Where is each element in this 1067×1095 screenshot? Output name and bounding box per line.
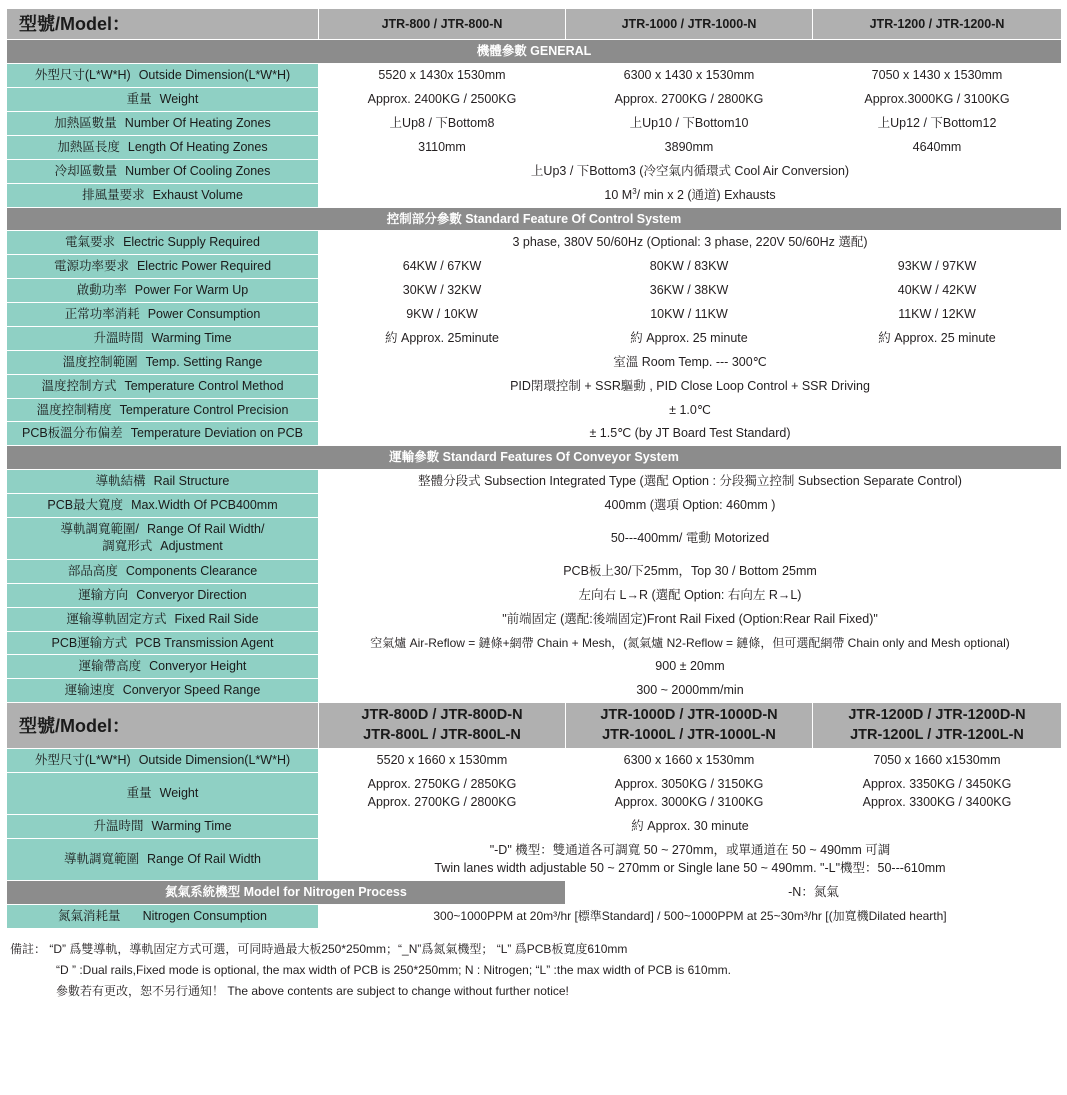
cell-value: Approx. 2400KG / 2500KG <box>319 88 566 112</box>
label-en: Converyor Direction <box>136 587 247 602</box>
model-header-row-2 <box>7 703 1062 749</box>
label-cn: 加熱區數量 <box>54 115 117 130</box>
row-label-fixed-rail-side <box>7 607 319 631</box>
label-cn: 運输方向 <box>78 587 129 602</box>
cell-value: 36KW / 38KW <box>566 279 813 303</box>
value-line-2: Twin lanes width adjustable 50 ~ 270mm or Single lane 50 ~ 490mm. "-L"機型：50---610mm <box>434 860 946 875</box>
label-cn: 升温時間 <box>93 819 144 834</box>
label-en: Temperature Deviation on PCB <box>130 426 303 441</box>
table-row <box>7 655 1062 679</box>
label-en: Power Consumption <box>147 307 261 322</box>
cell-value-span: 空氣爐 Air-Reflow = 鏈條+網帶 Chain + Mesh，(氮氣爐 N2-Reflow = 鏈條，但可選配網帶 Chain only and Mesh optional) <box>319 631 1062 655</box>
table-row <box>7 398 1062 422</box>
cell-value <box>566 773 813 815</box>
label-cn: 排風量要求 <box>82 187 145 202</box>
cell-value: 4640mm <box>813 135 1062 159</box>
label-cn-2: 調寬形式 <box>102 539 153 554</box>
label-cn: 正常功率消耗 <box>64 307 140 322</box>
section-row-general <box>7 40 1062 64</box>
table-row <box>7 135 1062 159</box>
row-label-temp-control-precision <box>7 398 319 422</box>
label-cn: 升溫時間 <box>93 330 144 345</box>
cell-value: 6300 x 1660 x 1530mm <box>566 749 813 773</box>
model-column-800d <box>319 703 566 749</box>
table-row <box>7 183 1062 207</box>
row-label-nitrogen-consumption <box>7 904 319 928</box>
label-cn: 溫度控制精度 <box>36 402 112 417</box>
row-label-heating-zones-number <box>7 111 319 135</box>
label-cn: 部品高度 <box>67 563 118 578</box>
row-label-rail-structure <box>7 470 319 494</box>
label-en: Power For Warm Up <box>134 283 249 298</box>
label-en: Outside Dimension(L*W*H) <box>138 753 291 768</box>
table-row <box>7 559 1062 583</box>
value-line-1: Approx. 3350KG / 3450KG <box>862 777 1012 792</box>
label-en: Number Of Cooling Zones <box>125 163 271 178</box>
table-row <box>7 111 1062 135</box>
label-cn: 電氣要求 <box>65 235 116 250</box>
table-row <box>7 517 1062 559</box>
table-row <box>7 815 1062 839</box>
label-en: Temperature Control Precision <box>119 402 289 417</box>
row-label-temp-deviation-pcb <box>7 422 319 446</box>
label-en: PCB Transmission Agent <box>135 635 274 650</box>
table-row <box>7 303 1062 327</box>
value-line-1: Approx. 2750KG / 2850KG <box>367 777 517 792</box>
cell-value-span: 上Up3 / 下Bottom3 (冷空氣内循環式 Cool Air Conversion) <box>319 159 1062 183</box>
row-label-components-clearance <box>7 559 319 583</box>
cell-value: 5520 x 1430x 1530mm <box>319 64 566 88</box>
label-en: Temperature Control Method <box>124 378 284 393</box>
cell-value-span: 約 Approx. 30 minute <box>319 815 1062 839</box>
row-label-cooling-zones <box>7 159 319 183</box>
cell-value: 11KW / 12KW <box>813 303 1062 327</box>
value-line-2: Approx. 2700KG / 2800KG <box>367 794 517 809</box>
cell-value-span: "前端固定 (選配:後端固定)Front Rail Fixed (Option:Rear Rail Fixed)" <box>319 607 1062 631</box>
model-line-2: JTR-1200L / JTR-1200L-N <box>850 726 1024 743</box>
model-column-1200: JTR-1200 / JTR-1200-N <box>813 9 1062 40</box>
cell-value: 64KW / 67KW <box>319 255 566 279</box>
table-row <box>7 470 1062 494</box>
table-row <box>7 607 1062 631</box>
table-row <box>7 88 1062 112</box>
model-line-1: JTR-1200D / JTR-1200D-N <box>848 707 1026 724</box>
table-row <box>7 231 1062 255</box>
cell-value: 約 Approx. 25minute <box>319 326 566 350</box>
label-en: Warming Time <box>151 819 232 834</box>
cell-value-span: 300 ~ 2000mm/min <box>319 679 1062 703</box>
row-label-conveyor-speed <box>7 679 319 703</box>
row-label-outside-dimension-2 <box>7 749 319 773</box>
cell-value: 80KW / 83KW <box>566 255 813 279</box>
label-cn: 導軌調寬範圍 <box>64 852 140 867</box>
section-title-nitrogen: 氮氣系統機型 Model for Nitrogen Process <box>7 881 566 905</box>
row-label-temp-control-method <box>7 374 319 398</box>
cell-value-span: PID閉環控制 + SSR驅動 , PID Close Loop Control + SSR Driving <box>319 374 1062 398</box>
row-label-temp-setting-range <box>7 350 319 374</box>
value-line-2: Approx. 3000KG / 3100KG <box>614 794 764 809</box>
label-cn: 啟動功率 <box>76 283 127 298</box>
cell-value-span: 900 ± 20mm <box>319 655 1062 679</box>
cell-value: 9KW / 10KW <box>319 303 566 327</box>
row-label-outside-dimension <box>7 64 319 88</box>
label-en: Warming Time <box>151 330 232 345</box>
label-en: Range Of Rail Width <box>147 852 261 867</box>
label-en: Electric Power Required <box>136 259 272 274</box>
note-line-3: 參數若有更改，恕不另行通知！ The above contents are subject to change without further notice! <box>56 983 569 998</box>
model-column-1000: JTR-1000 / JTR-1000-N <box>566 9 813 40</box>
label-en: Nitrogen Consumption <box>142 908 267 923</box>
cell-value-span: PCB板上30/下25mm，Top 30 / Bottom 25mm <box>319 559 1062 583</box>
cell-value: Approx. 2700KG / 2800KG <box>566 88 813 112</box>
cell-value-span: 3 phase, 380V 50/60Hz (Optional: 3 phase, 220V 50/60Hz 選配) <box>319 231 1062 255</box>
label-en: Converyor Speed Range <box>122 683 261 698</box>
label-cn: 外型尺寸(L*W*H) <box>34 68 131 83</box>
label-cn: 溫度控制範圍 <box>62 354 138 369</box>
label-cn: 電源功率要求 <box>53 259 129 274</box>
model-label-2: 型號/Model： <box>7 703 319 749</box>
section-title-conveyor: 運輸參數 Standard Features Of Conveyor System <box>7 446 1062 470</box>
label-en: Weight <box>159 92 199 107</box>
cell-value: 7050 x 1430 x 1530mm <box>813 64 1062 88</box>
model-line-2: JTR-1000L / JTR-1000L-N <box>602 726 776 743</box>
table-row <box>7 350 1062 374</box>
row-label-exhaust-volume <box>7 183 319 207</box>
cell-value: 7050 x 1660 x1530mm <box>813 749 1062 773</box>
row-label-weight-2 <box>7 773 319 815</box>
cell-value-span: 整體分段式 Subsection Integrated Type (選配 Option : 分段獨立控制 Subsection Separate Control) <box>319 470 1062 494</box>
row-label-max-pcb-width <box>7 494 319 518</box>
label-en: Electric Supply Required <box>123 235 260 250</box>
table-row <box>7 326 1062 350</box>
cell-value: 上Up8 / 下Bottom8 <box>319 111 566 135</box>
row-label-conveyor-direction <box>7 583 319 607</box>
label-en: Exhaust Volume <box>152 187 243 202</box>
model-column-800: JTR-800 / JTR-800-N <box>319 9 566 40</box>
model-column-1000d <box>566 703 813 749</box>
section-row-conveyor <box>7 446 1062 470</box>
table-row <box>7 773 1062 815</box>
label-cn: PCB運输方式 <box>51 635 128 650</box>
model-line-1: JTR-800D / JTR-800D-N <box>361 707 523 724</box>
row-label-rail-width-range <box>7 517 319 559</box>
label-cn: 溫度控制方式 <box>41 378 117 393</box>
label-cn: 氮氣消耗量 <box>58 908 121 923</box>
row-label-warming-time <box>7 326 319 350</box>
cell-value: 3110mm <box>319 135 566 159</box>
model-header-row <box>7 9 1062 40</box>
table-row <box>7 583 1062 607</box>
footer-notes <box>6 939 1061 1002</box>
cell-value: 上Up10 / 下Bottom10 <box>566 111 813 135</box>
cell-value-span: ± 1.0℃ <box>319 398 1062 422</box>
cell-value-span: 10 $M^3/$ min x 2 (通道) Exhausts <box>319 183 1062 207</box>
label-cn: 重量 <box>126 786 152 801</box>
section-title-general: 機體參數 GENERAL <box>7 40 1062 64</box>
label-en: Length Of Heating Zones <box>127 139 268 154</box>
cell-value: 上Up12 / 下Bottom12 <box>813 111 1062 135</box>
row-label-pcb-transmission-agent <box>7 631 319 655</box>
value-line-1: Approx. 3050KG / 3150KG <box>614 777 764 792</box>
table-row <box>7 255 1062 279</box>
table-row <box>7 749 1062 773</box>
cell-value-span: 50---400mm/ 電動 Motorized <box>319 517 1062 559</box>
label-en: Temp. Setting Range <box>145 354 263 369</box>
cell-value-span: 400mm (選項 Option: 460mm ) <box>319 494 1062 518</box>
row-label-warmup-power <box>7 279 319 303</box>
cell-value: Approx.3000KG / 3100KG <box>813 88 1062 112</box>
row-label-power-consumption <box>7 303 319 327</box>
table-row <box>7 494 1062 518</box>
note-line-1: 備註： “D” 爲雙導軌，導軌固定方式可選，可同時過最大板250*250mm；“_N”爲氮氣機型； “L” 爲PCB板寬度610mm <box>10 941 628 956</box>
row-label-warming-time-2 <box>7 815 319 839</box>
cell-value: 3890mm <box>566 135 813 159</box>
model-line-1: JTR-1000D / JTR-1000D-N <box>600 707 778 724</box>
label-cn: 運输導軌固定方式 <box>66 611 167 626</box>
cell-value: 6300 x 1430 x 1530mm <box>566 64 813 88</box>
cell-value: 約 Approx. 25 minute <box>813 326 1062 350</box>
table-row <box>7 631 1062 655</box>
cell-value: 30KW / 32KW <box>319 279 566 303</box>
cell-value-span <box>319 839 1062 881</box>
label-en-2: Adjustment <box>160 539 223 554</box>
label-en: Converyor Height <box>149 659 247 674</box>
cell-value-span: 左向右 L→R (選配 Option: 右向左 R→L) <box>319 583 1062 607</box>
cell-value: 5520 x 1660 x 1530mm <box>319 749 566 773</box>
label-cn: 冷却區數量 <box>54 163 118 178</box>
row-label-conveyor-height <box>7 655 319 679</box>
label-en: Rail Structure <box>153 474 230 489</box>
table-row <box>7 904 1062 928</box>
table-row <box>7 839 1062 881</box>
label-en: Number Of Heating Zones <box>124 115 271 130</box>
cell-value: 40KW / 42KW <box>813 279 1062 303</box>
cell-value-span: 室溫 Room Temp. --- 300℃ <box>319 350 1062 374</box>
cell-value: 10KW / 11KW <box>566 303 813 327</box>
label-en: Outside Dimension(L*W*H) <box>138 68 291 83</box>
label-cn: PCB板溫分布偏差 <box>21 426 123 441</box>
label-en: Components Clearance <box>125 563 258 578</box>
label-cn: 外型尺寸(L*W*H) <box>34 753 131 768</box>
table-row <box>7 422 1062 446</box>
row-label-electric-supply <box>7 231 319 255</box>
model-column-1200d <box>813 703 1062 749</box>
label-cn: 運输帶高度 <box>78 659 142 674</box>
cell-value: 93KW / 97KW <box>813 255 1062 279</box>
cell-value-span: ± 1.5℃ (by JT Board Test Standard) <box>319 422 1062 446</box>
row-label-rail-width-range-2 <box>7 839 319 881</box>
label-cn: 導軌調寬範圍/ <box>60 521 140 536</box>
cell-value <box>813 773 1062 815</box>
cell-value <box>319 773 566 815</box>
table-row <box>7 679 1062 703</box>
label-cn: 運输速度 <box>64 683 115 698</box>
cell-value: 約 Approx. 25 minute <box>566 326 813 350</box>
row-label-weight <box>7 88 319 112</box>
row-label-heating-zones-length <box>7 135 319 159</box>
label-en: Fixed Rail Side <box>174 611 259 626</box>
label-cn: 加熱區長度 <box>57 139 120 154</box>
table-row <box>7 159 1062 183</box>
row-label-electric-power <box>7 255 319 279</box>
section-row-control <box>7 207 1062 231</box>
table-row <box>7 64 1062 88</box>
section-row-nitrogen <box>7 881 1062 905</box>
model-label: 型號/Model： <box>7 9 319 40</box>
label-cn: 導軌結構 <box>95 474 146 489</box>
label-cn: 重量 <box>126 92 152 107</box>
value-line-1: "-D" 機型：雙通道各可調寬 50 ~ 270mm，或單通道在 50 ~ 490mm 可調 <box>489 843 891 858</box>
section-title-control: 控制部分參數 Standard Feature Of Control System <box>7 207 1062 231</box>
label-en: Max.Width Of PCB400mm <box>131 498 278 513</box>
label-cn: PCB最大寬度 <box>47 498 124 513</box>
note-line-2: “D ” :Dual rails,Fixed mode is optional, the max width of PCB is 250*250mm; N : Nitrogen; “L” :the max width of PCB is 610mm. <box>56 962 731 977</box>
specification-table <box>6 8 1062 929</box>
cell-value-span: 300~1000PPM at 20m³/hr [標準Standard] / 500~1000PPM at 25~30m³/hr [(加寬機Dilated hearth] <box>319 904 1062 928</box>
label-en: Weight <box>159 786 199 801</box>
model-line-2: JTR-800L / JTR-800L-N <box>363 726 521 743</box>
value-line-2: Approx. 3300KG / 3400KG <box>862 794 1012 809</box>
table-row <box>7 279 1062 303</box>
table-row <box>7 374 1062 398</box>
nitrogen-model-value: -N：氮氣 <box>566 881 1062 905</box>
label-en: Range Of Rail Width/ <box>147 521 265 536</box>
